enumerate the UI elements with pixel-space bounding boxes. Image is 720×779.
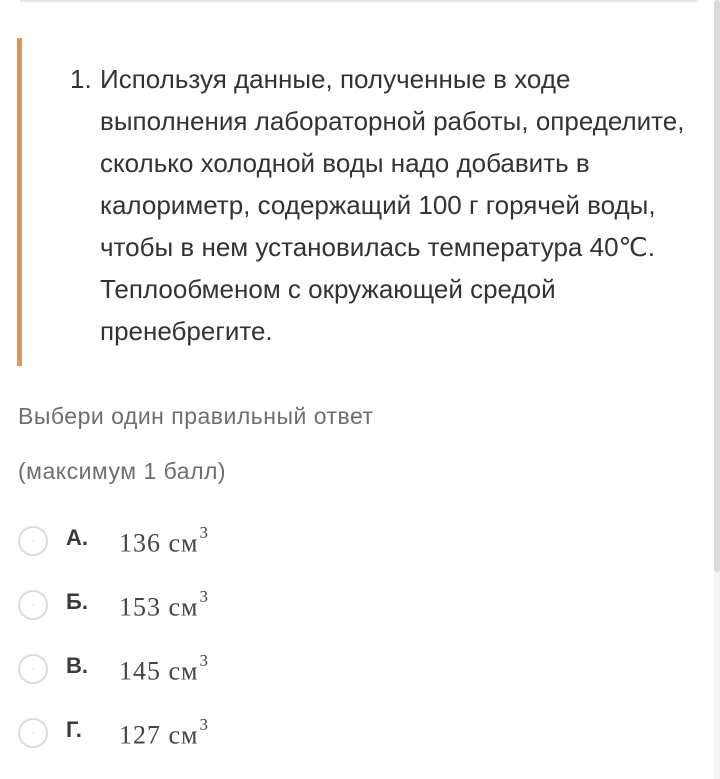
option-value-text: 145 см (119, 656, 199, 686)
option-value (119, 715, 209, 751)
option-value (119, 651, 209, 687)
question-text: Используя данные, полученные в ходе выполнения лабораторной работы, определите, сколько холодной воды надо добавить в калориметр, содержащий 100 г горячей воды, чтобы в нем установилась температура 40℃. Теплообменом с окружающей средой пренебрегите. (100, 64, 685, 346)
radio-dot (32, 668, 34, 670)
top-divider (20, 0, 698, 2)
option-letter: В. (66, 653, 88, 678)
max-score: (максимум 1 балл) (18, 458, 227, 484)
option-value-text: 153 см (119, 592, 199, 622)
answer-option-b[interactable] (18, 585, 318, 629)
option-value-text: 136 см (119, 528, 199, 558)
option-value-text: 127 см (119, 720, 199, 750)
option-exponent: 3 (199, 715, 209, 734)
option-letter: Г. (66, 717, 82, 742)
answer-option-g[interactable] (18, 713, 318, 757)
question-number: 1. (70, 64, 92, 94)
question-block (17, 38, 697, 366)
radio-button[interactable] (18, 526, 48, 556)
radio-dot (32, 540, 34, 542)
option-value (119, 587, 209, 623)
option-letter: А. (66, 525, 88, 550)
answer-instruction: Выбери один правильный ответ (18, 403, 374, 429)
option-exponent: 3 (199, 587, 209, 606)
answer-option-a[interactable] (18, 521, 318, 565)
option-letter: Б. (66, 589, 88, 614)
scrollbar-track[interactable] (714, 0, 720, 779)
radio-button[interactable] (18, 654, 48, 684)
scrollbar-thumb[interactable] (714, 0, 720, 572)
radio-dot (32, 604, 34, 606)
answer-option-v[interactable] (18, 649, 318, 693)
option-value (119, 523, 209, 559)
radio-dot (32, 732, 34, 734)
radio-button[interactable] (18, 590, 48, 620)
radio-button[interactable] (18, 718, 48, 748)
option-exponent: 3 (199, 651, 209, 670)
option-exponent: 3 (199, 523, 209, 542)
